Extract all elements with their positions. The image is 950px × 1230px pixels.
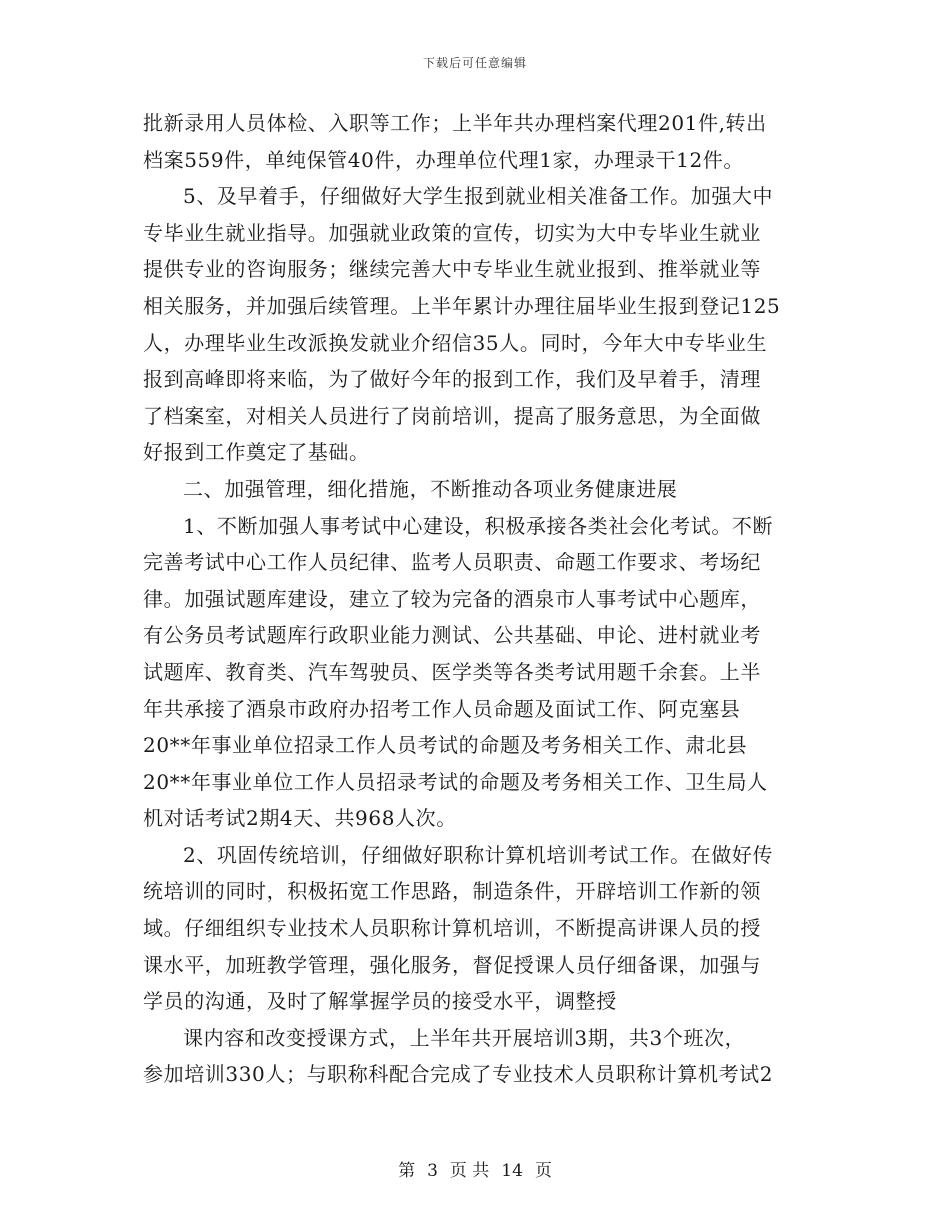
text-line: 学员的沟通，及时了解掌握学员的接受水平，调整授 bbox=[143, 989, 617, 1014]
text-line: 报到高峰即将来临，为了做好今年的报到工作，我们及早着手，清理 bbox=[143, 367, 761, 392]
text-line: 了档案室，对相关人员进行了岗前培训，提高了服务意思，为全面做 bbox=[143, 403, 761, 428]
text-line: 5、及早着手，仔细做好大学生报到就业相关准备工作。加强大中 bbox=[183, 184, 774, 209]
total-page-count: 14 bbox=[501, 1161, 523, 1181]
footer-prefix: 第 bbox=[398, 1161, 416, 1181]
text-line: 专毕业生就业指导。加强就业政策的宣传，切实为大中专毕业生就业 bbox=[143, 220, 761, 245]
text-line: 提供专业的咨询服务；继续完善大中专毕业生就业报到、推举就业等 bbox=[143, 257, 761, 282]
text-line: 相关服务，并加强后续管理。上半年累计办理往届毕业生报到登记125 bbox=[143, 293, 781, 318]
text-line: 律。加强试题库建设，建立了较为完备的酒泉市人事考试中心题库， bbox=[143, 586, 761, 611]
text-line: 年共承接了酒泉市政府办招考工作人员命题及面试工作、阿克塞县 bbox=[143, 696, 741, 721]
text-line: 20**年事业单位工作人员招录考试的命题及考务相关工作、卫生局人 bbox=[143, 769, 768, 794]
text-line: 参加培训330人；与职称科配合完成了专业技术人员职称计算机考试2 bbox=[143, 1062, 774, 1087]
text-line: 1、不断加强人事考试中心建设，积极承接各类社会化考试。不断 bbox=[183, 513, 774, 538]
text-line: 试题库、教育类、汽车驾驶员、医学类等各类考试用题千余套。上半 bbox=[143, 659, 761, 684]
footer-suffix: 页 bbox=[534, 1161, 552, 1181]
section-heading: 二、加强管理，细化措施，不断推动各项业务健康进展 bbox=[183, 476, 678, 501]
text-line: 人，办理毕业生改派换发就业介绍信35人。同时，今年大中专毕业生 bbox=[143, 330, 768, 355]
text-line: 20**年事业单位招录工作人员考试的命题及考务相关工作、肃北县 bbox=[143, 733, 748, 758]
text-line: 好报到工作奠定了基础。 bbox=[143, 440, 370, 465]
text-line: 课内容和改变授课方式，上半年共开展培训3期，共3个班次， bbox=[183, 1025, 746, 1050]
text-line: 机对话考试2期4天、共968人次。 bbox=[143, 806, 457, 831]
text-line: 2、巩固传统培训，仔细做好职称计算机培训考试工作。在做好传 bbox=[183, 842, 774, 867]
text-line: 统培训的同时，积极拓宽工作思路，制造条件，开辟培训工作新的领 bbox=[143, 879, 761, 904]
text-line: 课水平，加班教学管理，强化服务，督促授课人员仔细备课，加强与 bbox=[143, 952, 761, 977]
footer-middle: 页 共 bbox=[449, 1161, 490, 1181]
text-line: 完善考试中心工作人员纪律、监考人员职责、命题工作要求、考场纪 bbox=[143, 550, 761, 575]
text-line: 档案559件，单纯保管40件，办理单位代理1家，办理录干12件。 bbox=[143, 147, 744, 172]
document-body bbox=[143, 105, 811, 1093]
current-page-number: 3 bbox=[427, 1161, 438, 1181]
text-line: 批新录用人员体检、入职等工作；上半年共办理档案代理201件,转出 bbox=[143, 111, 767, 135]
text-line: 域。仔细组织专业技术人员职称计算机培训，不断提高讲课人员的授 bbox=[143, 916, 761, 941]
page-header: 下载后可任意编辑 bbox=[422, 56, 527, 70]
text-line: 有公务员考试题库行政职业能力测试、公共基础、申论、进村就业考 bbox=[143, 623, 761, 648]
page-number-footer bbox=[0, 1156, 950, 1181]
